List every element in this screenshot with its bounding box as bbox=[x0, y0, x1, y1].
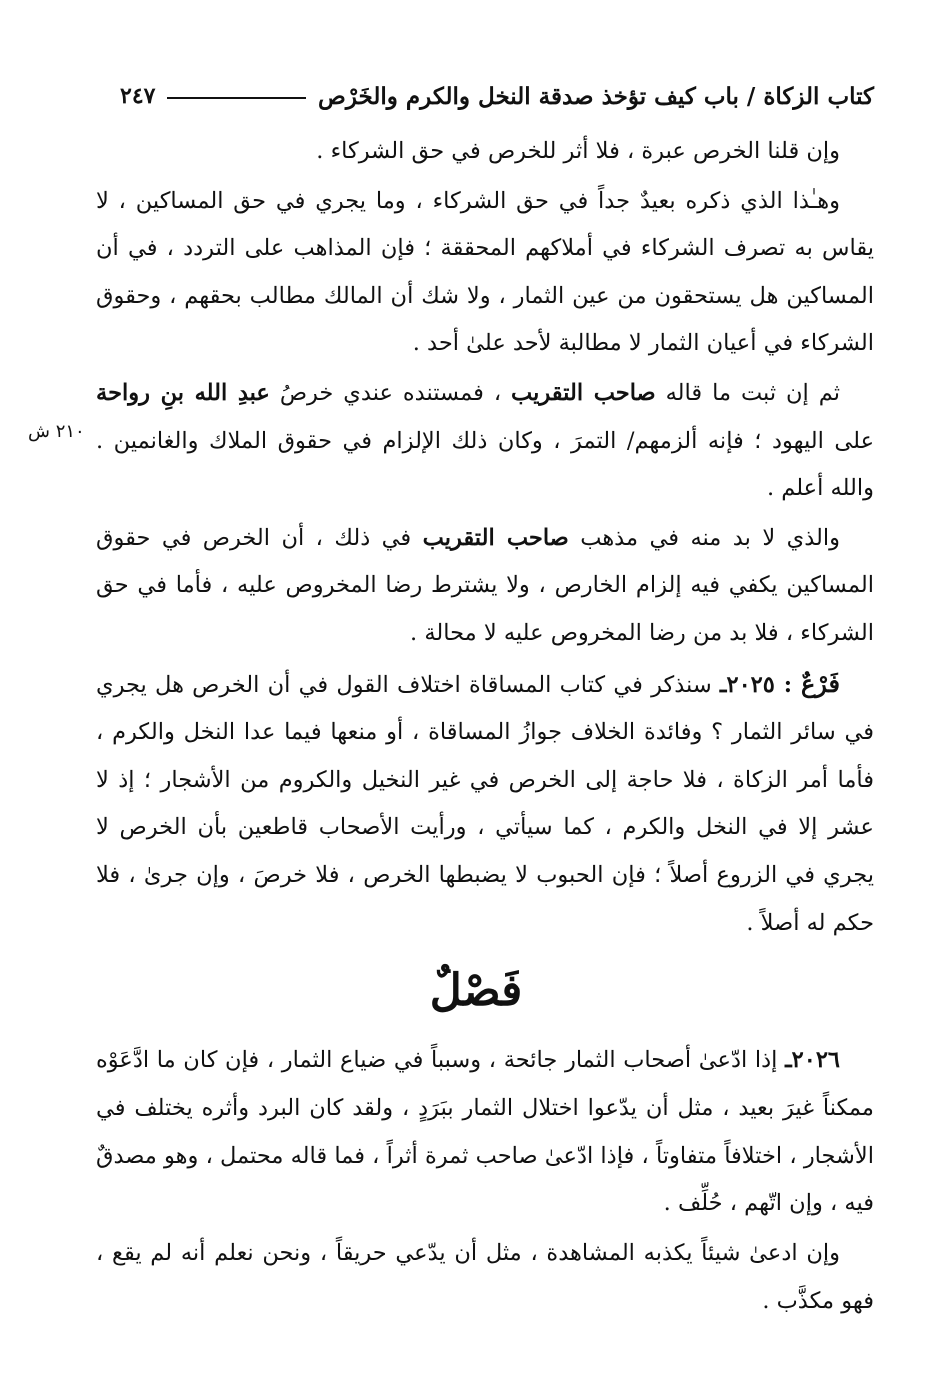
section-text-block bbox=[96, 1037, 874, 1326]
paragraph bbox=[96, 178, 874, 368]
header-rule bbox=[167, 97, 306, 99]
margin-folio-note: ٢١٠ ش bbox=[28, 421, 85, 442]
paragraph bbox=[96, 128, 874, 176]
paragraph-text: ثم إن ثبت ما قاله bbox=[655, 379, 840, 406]
paragraph-text: ، فمستنده عندي خرصُ bbox=[269, 379, 512, 406]
running-title: كتاب الزكاة / باب كيف تؤخذ صدقة النخل والكرم والخَرْص bbox=[318, 82, 874, 110]
far-label: فَرْعٌ bbox=[800, 668, 840, 698]
page-header bbox=[120, 74, 874, 118]
paragraph bbox=[96, 515, 874, 658]
section-heading: فَصْلٌ bbox=[429, 964, 523, 1016]
paragraph bbox=[96, 660, 874, 948]
paragraph-text: على اليهود ؛ فإنه ألزمهم/ التمرَ ، وكان ذلك الإلزام في حقوق الملاك والغانمين . والله أعلم . bbox=[96, 427, 874, 502]
paragraph-text: وهـٰذا الذي ذكره بعيدٌ جداً في حق الشركاء ، وما يجري في حق المساكين ، لا يقاس به تصرف الشركاء في أملاكهم المحققة ؛ فإن المذاهب على التردد ، في أن المساكين هل يستحقون من عين الثمار ، ولا شك أن المالك مطالب بحقهم ، وحقوق الشركاء في أعيان الثمار لا مطالبة لأحد علىٰ أحد . bbox=[96, 187, 874, 357]
page-number: ٢٤٧ bbox=[120, 83, 156, 109]
paragraph-text: وإن قلنا الخرص عبرة ، فلا أثر للخرص في حق الشركاء . bbox=[316, 138, 840, 164]
bold-name: عبدِ الله بنِ رواحة bbox=[96, 379, 270, 406]
issue-number: ٢٠٢٦ـ bbox=[785, 1047, 840, 1073]
bold-name: صاحب التقريب bbox=[511, 379, 656, 406]
bold-name: صاحب التقريب bbox=[422, 524, 569, 551]
paragraph bbox=[96, 1230, 874, 1326]
main-text-block bbox=[96, 128, 874, 947]
paragraph-text: إذا ادّعىٰ أصحاب الثمار جائحة ، وسبباً في ضياع الثمار ، فإن كان ما ادَّعَوْه ممكناً غيرَ بعيد ، مثل أن يدّعوا اختلال الثمار ببَرَدٍ ، ولقد كان البرد وأثره يختلف في الأشجار ، اختلافاً متفاوتاً ، فإذا ادّعىٰ صاحب ثمرة أثراً ، فما قاله محتمل ، وهو مصدقٌ فيه ، وإن اتّهم ، حُلِّف . bbox=[96, 1047, 874, 1217]
paragraph-text: وإن ادعىٰ شيئاً يكذبه المشاهدة ، مثل أن يدّعي حريقاً ، ونحن نعلم أنه لم يقع ، فهو مكذَّب . bbox=[96, 1240, 874, 1314]
paragraph bbox=[96, 1037, 874, 1228]
paragraph-text: في ذلك ، أن الخرص في حقوق المساكين يكفي فيه إلزام الخارص ، ولا يشترط رضا المخروص عليه ، فأما في حق الشركاء ، فلا بد من رضا المخروص عليه لا محالة . bbox=[96, 524, 874, 646]
issue-number: : ٢٠٢٥ـ bbox=[719, 671, 801, 698]
paragraph-text: والذي لا بد منه في مذهب bbox=[568, 524, 840, 551]
paragraph bbox=[96, 370, 874, 513]
paragraph-text: سنذكر في كتاب المساقاة اختلاف القول في أن الخرص هل يجري في سائر الثمار ؟ وفائدة الخلاف جوازُ المساقاة ، أو منعها فيما عدا النخل والكرم ، فأما أمر الزكاة ، فلا حاجة إلى الخرص في غير النخيل والكروم من الأشجار ؛ إذ لا عشر إلا في النخل والكرم ، كما سيأتي ، ورأيت الأصحاب قاطعين بأن الخرص لا يجري في الزروع أصلاً ؛ فإن الحبوب لا يضبطها الخرص ، فلا خرصَ ، وإن جرىٰ ، فلا حكم له أصلاً . bbox=[96, 671, 874, 936]
